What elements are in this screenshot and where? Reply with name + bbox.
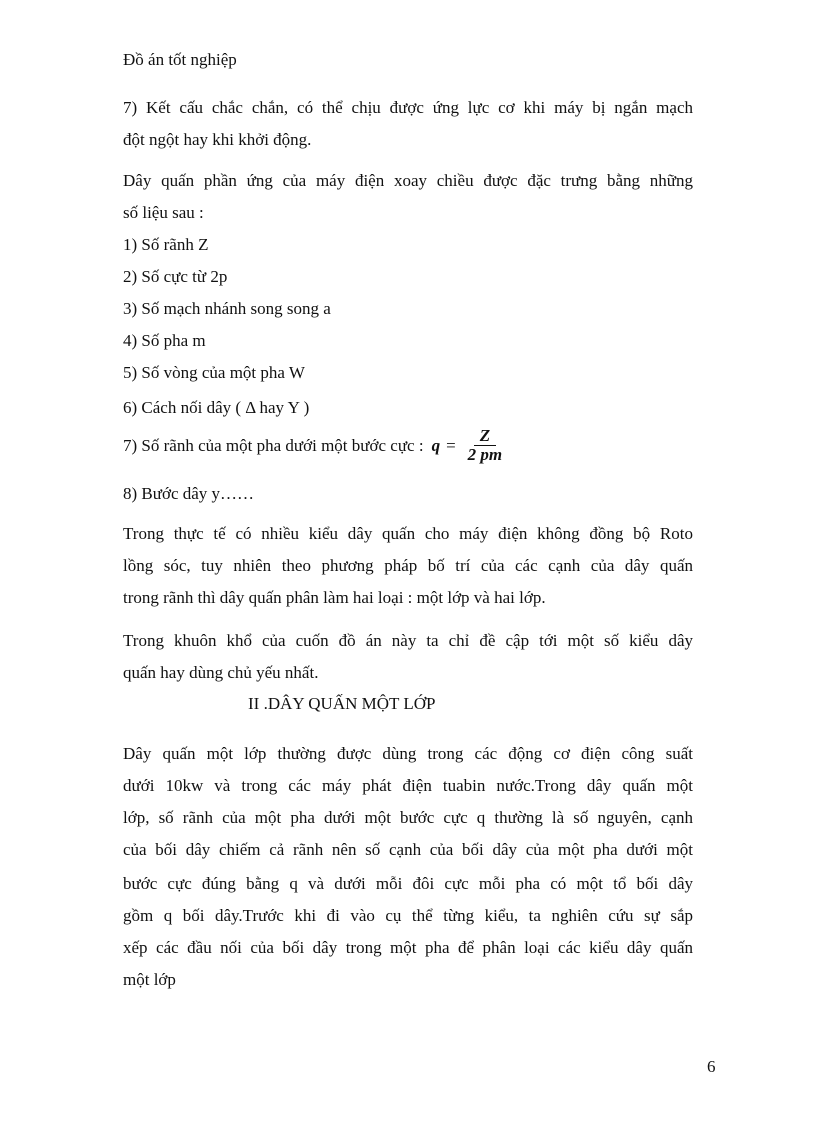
page-header: Đồ án tốt nghiệp bbox=[123, 50, 237, 69]
list-item: 8) Bước dây y…… bbox=[123, 484, 255, 503]
text-line: gồm q bối dây.Trước khi đi vào cụ thể từng kiểu, ta nghiên cứu sự sắp bbox=[123, 906, 693, 925]
text-line: xếp các đầu nối của bối dây trong một pha để phân loại các kiểu dây quấn bbox=[123, 938, 693, 957]
page-number: 6 bbox=[707, 1057, 716, 1076]
list-item: 6) Cách nối dây ( Δ hay Y ) bbox=[123, 398, 310, 417]
text-line: Trong thực tế có nhiều kiểu dây quấn cho máy điện không đồng bộ Roto bbox=[123, 524, 693, 543]
formula-variable: q bbox=[431, 435, 441, 455]
text-line: của bối dây chiếm cả rãnh nên số cạnh của bối dây của một pha dưới một bbox=[123, 840, 693, 859]
fraction-denominator: 2 pm bbox=[467, 445, 503, 464]
list-item: 7) Số rãnh của một pha dưới một bước cực : bbox=[123, 435, 424, 455]
text-line: bước cực đúng bằng q và dưới mỗi đôi cực mỗi pha có một tổ bối dây bbox=[123, 874, 693, 893]
list-item: 4) Số pha m bbox=[123, 331, 206, 350]
fraction-numerator: Z bbox=[474, 427, 496, 446]
text-line: một lớp bbox=[123, 970, 176, 989]
text-line: số liệu sau : bbox=[123, 203, 204, 222]
text-line: 7) Kết cấu chắc chắn, có thể chịu được ứng lực cơ khi máy bị ngắn mạch bbox=[123, 98, 693, 117]
text-line: trong rãnh thì dây quấn phân làm hai loại : một lớp và hai lớp. bbox=[123, 588, 546, 607]
text-line: đột ngột hay khi khởi động. bbox=[123, 130, 312, 149]
list-item: 1) Số rãnh Z bbox=[123, 235, 209, 254]
text-line: Dây quấn một lớp thường được dùng trong các động cơ điện công suất bbox=[123, 744, 693, 763]
text-line: dưới 10kw và trong các máy phát điện tuabin nước.Trong dây quấn một bbox=[123, 776, 693, 795]
text-line: Dây quấn phần ứng của máy điện xoay chiều được đặc trưng bằng những bbox=[123, 171, 693, 190]
list-item: 2) Số cực từ 2p bbox=[123, 267, 228, 286]
text-line: quấn hay dùng chủ yếu nhất. bbox=[123, 663, 319, 682]
list-item-formula bbox=[123, 427, 502, 464]
list-item: 5) Số vòng của một pha W bbox=[123, 363, 305, 382]
text-line: lồng sóc, tuy nhiên theo phương pháp bố trí của các cạnh của dây quấn bbox=[123, 556, 693, 575]
formula-fraction bbox=[468, 427, 502, 464]
list-item: 3) Số mạch nhánh song song a bbox=[123, 299, 331, 318]
text-line: Trong khuôn khổ của cuốn đồ án này ta chỉ đề cập tới một số kiểu dây bbox=[123, 631, 693, 650]
section-heading: II .DÂY QUẤN MỘT LỚP bbox=[248, 694, 436, 713]
formula-equals: = bbox=[446, 435, 456, 455]
text-line: lớp, số rãnh của một pha dưới một bước cực q thường là số nguyên, cạnh bbox=[123, 808, 693, 827]
